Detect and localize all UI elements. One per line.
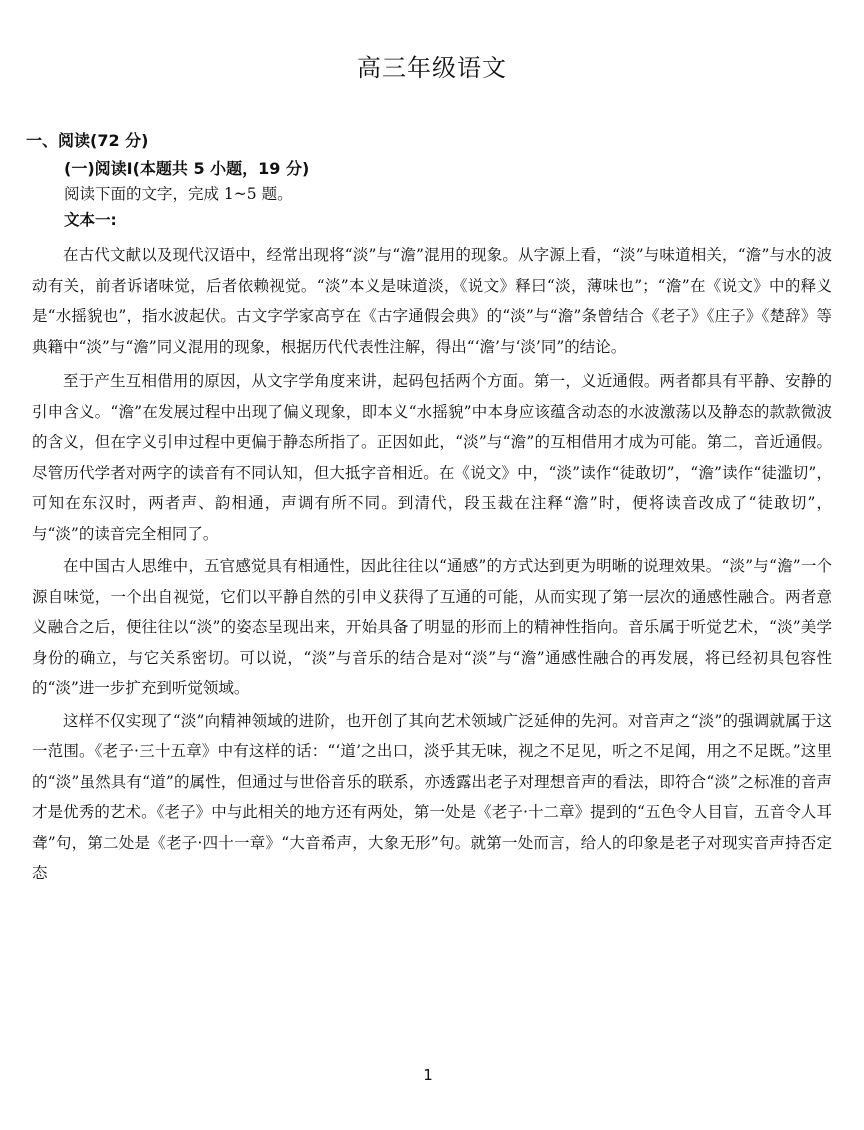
paragraph-3: 在中国古人思维中，五官感觉具有相通性，因此往往以“通感”的方式达到更为明晰的说理效果。“淡”与“澹”一个源自味觉，一个出自视觉，它们以平静自然的引申义获得了互通的可能，从而实现了第一层次的通感性融合。两者意义融合之后，便往往以“淡”的姿态呈现出来，开始具备了明显的形而上的精神性指向。音乐属于听觉艺术，“淡”美学身份的确立，与它关系密切。可以说，“淡”与音乐的结合是对“淡”与“澹”通感性融合的再发展，将已经初具包容性的“淡”进一步扩充到听觉领域。 bbox=[32, 557, 832, 697]
page-number: 1 bbox=[423, 1066, 433, 1084]
section-heading: 一、阅读(72 分) bbox=[26, 131, 149, 150]
paragraph-1: 在古代文献以及现代汉语中，经常出现将“淡”与“澹”混用的现象。从字源上看，“淡”与味道相关，“澹”与水的波动有关，前者诉诸味觉，后者依赖视觉。“淡”本义是味道淡，《说文》释曰“淡，薄味也”；“澹”在《说文》中的释义是“水摇貌也”，指水波起伏。古文字学家高亨在《古字通假会典》的“淡”与“澹”条曾结合《老子》《庄子》《楚辞》等典籍中“淡”与“澹”同义混用的现象，根据历代代表性注解，得出“‘澹’与‘淡’同”的结论。 bbox=[32, 246, 832, 356]
paragraph-2: 至于产生互相借用的原因，从文字学角度来讲，起码包括两个方面。第一，义近通假。两者都具有平静、安静的引申含义。“澹”在发展过程中出现了偏义现象，即本义“水摇貌”中本身应该蕴含动态的水波激荡以及静态的款款微波的含义，但在字义引申过程中更偏于静态所指了。正因如此，“淡”与“澹”的互相借用才成为可能。第二，音近通假。尽管历代学者对两字的读音有不同认知，但大抵字音相近。在《说文》中，“淡”读作“徒敢切”，“澹”读作“徒滥切”，可知在东汉时，两者声、韵相通，声调有所不同。到清代，段玉裁在注释“澹”时，便将读音改成了“徒敢切”，与“淡”的读音完全相同了。 bbox=[32, 372, 832, 543]
reading-instruction: 阅读下面的文字，完成 1~5 题。 bbox=[64, 185, 293, 203]
text-label: 文本一: bbox=[64, 211, 117, 229]
article-body bbox=[32, 240, 832, 891]
paragraph-4: 这样不仅实现了“淡”向精神领域的进阶，也开创了其向艺术领域广泛延伸的先河。对音声之“淡”的强调就属于这一范围。《老子·三十五章》中有这样的话：“‘道’之出口，淡乎其无味，视之不足见，听之不足闻，用之不足既。”这里的“淡”虽然具有“道”的属性，但通过与世俗音乐的联系，亦透露出老子对理想音声的看法，即符合“淡”之标准的音声才是优秀的艺术。《老子》中与此相关的地方还有两处，第一处是《老子·十二章》提到的“五色令人目盲，五音令人耳聋”句，第二处是《老子·四十一章》“大音希声，大象无形”句。就第一处而言，给人的印象是老子对现实音声持否定态 bbox=[32, 711, 832, 882]
sub-heading: (一)阅读Ⅰ(本题共 5 小题，19 分) bbox=[64, 159, 310, 178]
page-title: 高三年级语文 bbox=[357, 54, 507, 82]
